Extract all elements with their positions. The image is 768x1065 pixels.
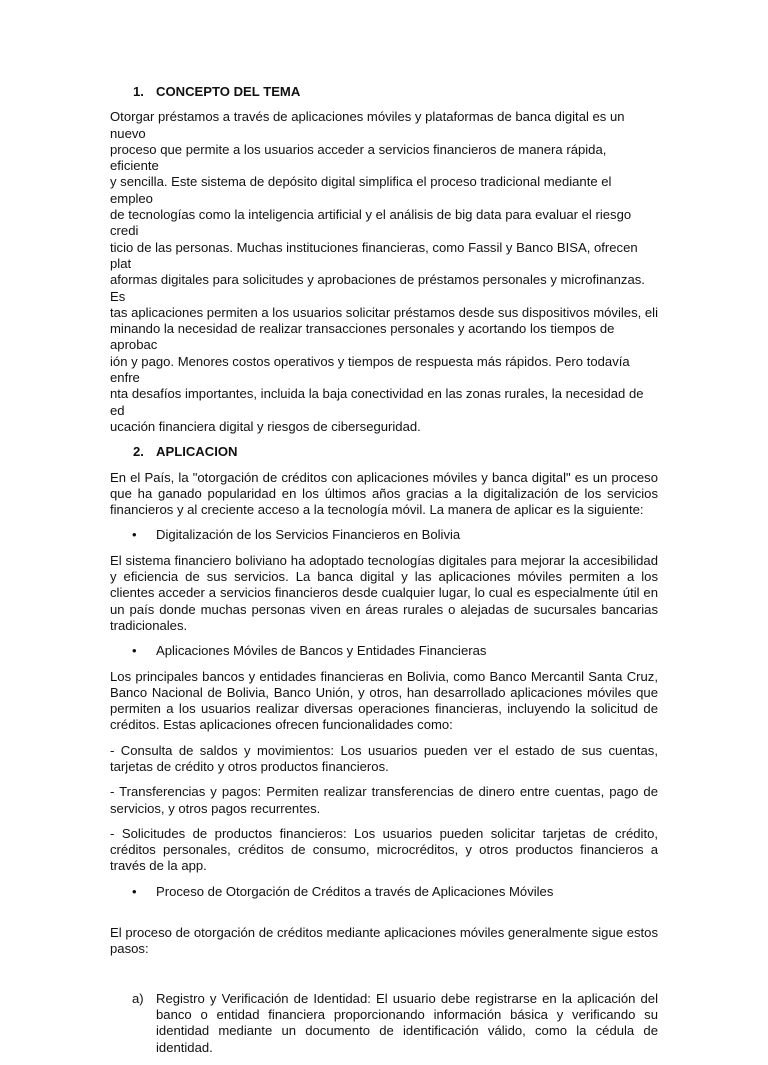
bullet-label: Digitalización de los Servicios Financieros en Bolivia: [156, 527, 461, 543]
blank-line: [110, 967, 658, 991]
step-label: a): [132, 990, 144, 1006]
blank-line: [110, 909, 658, 925]
step-item: [110, 991, 658, 1056]
bullet-paragraph: El sistema financiero boliviano ha adoptado tecnologías digitales para mejorar la accesibilidad y eficiencia de sus servicios. La banca digital y las aplicaciones móviles permiten a los clientes acceder a servicios financieros desde cualquier lugar, lo cual es especialmente útil en un país donde muchas personas viven en áreas rurales o alejadas de sucursales bancarias tradicionales.: [110, 552, 658, 633]
concept-paragraph: Otorgar préstamos a través de aplicaciones móviles y plataformas de banca digital es un nuevo proceso que permite a los usuarios acceder a servicios financieros de manera rápida, eficiente y sencilla. Este sistema de depósito digital simplifica el proceso tradicional mediante el empleo de tecnologías como la inteligencia artificial y el análisis de big data para evaluar el riesgo credi ticio de las personas. Muchas instituciones financieras, como Fassil y Banco BISA, ofrecen plat aformas digitales para solicitudes y aprobaciones de préstamos personales y microfinanzas. Es tas aplicaciones permiten a los usuarios solicitar préstamos desde sus dispositivos móviles, eli minando la necesidad de realizar transacciones personales y acortando los tiempos de aprobac ión y pago. Menores costos operativos y tiempos de respuesta más rápidos. Pero todavía enfre nta desafíos importantes, incluida la baja conectividad en las zonas rurales, la necesidad de ed ucación financiera digital y riesgos de ciberseguridad.: [110, 109, 659, 434]
section-title: CONCEPTO DEL TEMA: [156, 84, 301, 99]
feature-item: - Solicitudes de productos financieros: Los usuarios pueden solicitar tarjetas de crédito, créditos personales, créditos de consumo, microcréditos, y otros productos financieros a través de la app.: [110, 825, 658, 874]
step-text: Registro y Verificación de Identidad: El usuario debe registrarse en la aplicación del banco o entidad financiera proporcionando información básica y verificando su identidad mediante un documento de identificación válido, como la cédula de identidad.: [156, 990, 658, 1055]
feature-item: - Consulta de saldos y movimientos: Los usuarios pueden ver el estado de sus cuentas, tarjetas de crédito y otros productos financieros.: [110, 742, 658, 774]
bullet-icon: [110, 527, 156, 543]
section-number: 2.: [133, 444, 144, 460]
document-page: [110, 84, 658, 1065]
bullet-item: [110, 527, 658, 543]
bullet-paragraph: Los principales bancos y entidades financieras en Bolivia, como Banco Mercantil Santa Cruz, Banco Nacional de Bolivia, Banco Unión, y otros, han desarrollado aplicaciones móviles que permiten a los usuarios realizar diversas operaciones financieras, incluyendo la solicitud de créditos. Estas aplicaciones ofrecen funcionalidades como:: [110, 668, 658, 733]
section-title: APLICACION: [156, 444, 238, 460]
section-heading-concepto: [110, 84, 658, 100]
application-intro: En el País, la "otorgación de créditos con aplicaciones móviles y banca digital" es un proceso que ha ganado popularidad en los últimos años gracias a la digitalización de los servicios financieros y al creciente acceso a la tecnología móvil. La manera de aplicar es la siguiente:: [110, 469, 658, 518]
bullet-icon: [110, 643, 156, 659]
bullet-paragraph: El proceso de otorgación de créditos mediante aplicaciones móviles generalmente sigue estos pasos:: [110, 925, 658, 957]
bullet-label: Aplicaciones Móviles de Bancos y Entidades Financieras: [156, 643, 487, 659]
section-number: 1.: [133, 84, 144, 99]
bullet-label: Proceso de Otorgación de Créditos a través de Aplicaciones Móviles: [156, 883, 554, 899]
section-heading-aplicacion: [110, 444, 658, 460]
bullet-icon: [110, 884, 156, 900]
bullet-item: [110, 643, 658, 659]
bullet-item: [110, 884, 658, 900]
feature-item: - Transferencias y pagos: Permiten realizar transferencias de dinero entre cuentas, pago de servicios, y otros pagos recurrentes.: [110, 784, 658, 816]
